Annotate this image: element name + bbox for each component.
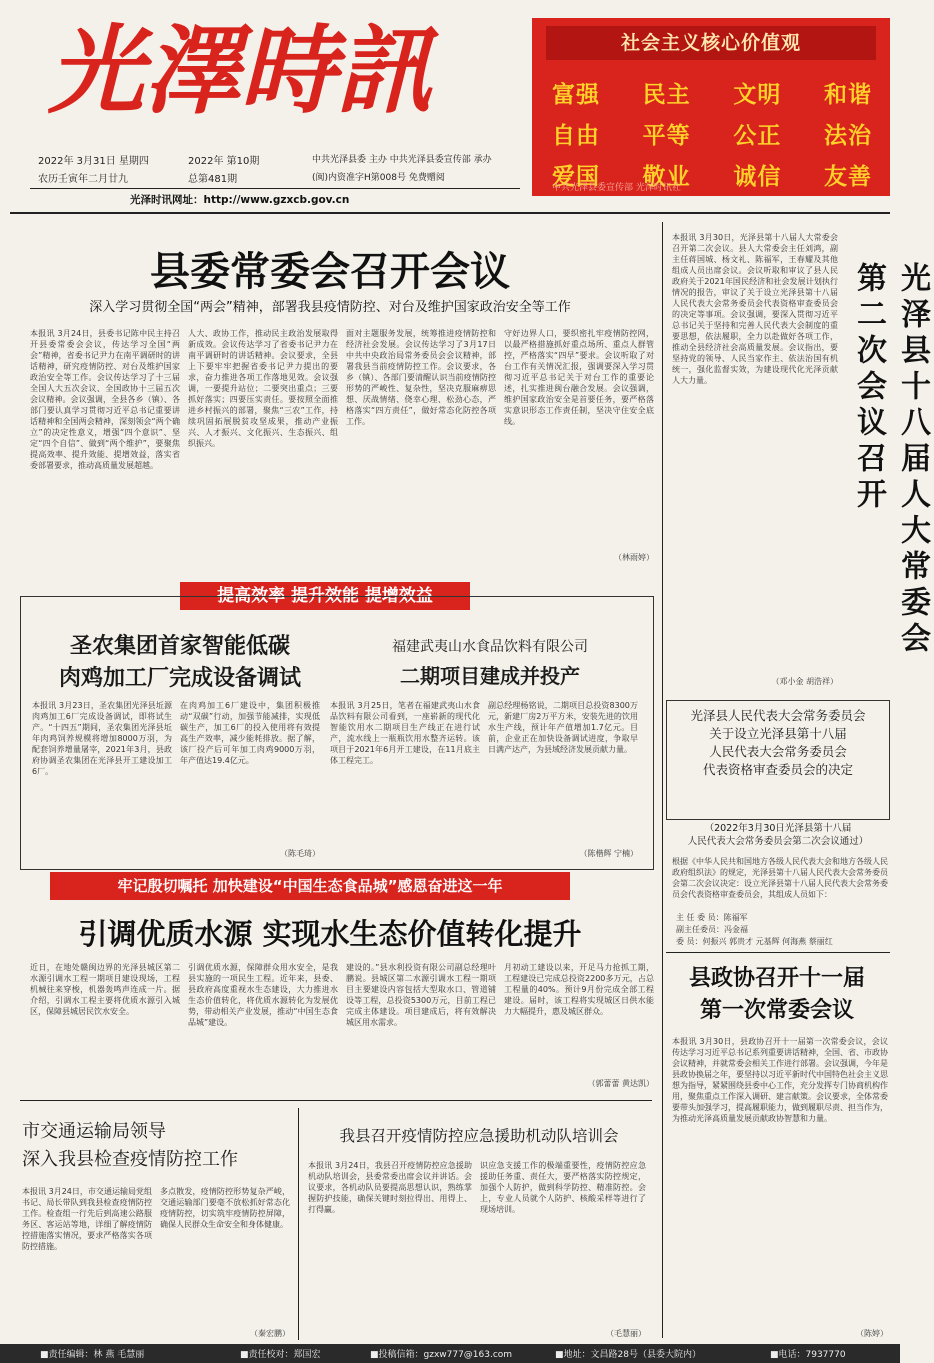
efficiency-banner: 提高效率 提升效能 提增效益 xyxy=(180,582,470,610)
cppcc-byline: （陈婷） xyxy=(856,1329,888,1338)
lead-subhead: 深入学习贯彻全国“两会”精神，部署我县疫情防控、对台及维护国家政治安全等工作 xyxy=(89,300,571,315)
transport-headline-line1: 市交通运输局领导 xyxy=(22,1121,166,1142)
quality-water-body-col2: 引调优质水源，保障群众用水安全，是我县实施的一项民生工程。近年来，县委、县政府高度重视水生态建设，大力推进水生态价值转化，将优质水源转化为发展优势，带动相关产业发展，推动“中国生态食品城”建设。 xyxy=(188,963,338,1027)
core-value: 民主 xyxy=(642,82,691,108)
core-value: 法治 xyxy=(823,123,872,149)
footer-editor: ■责任编辑：林 燕 毛慧丽 xyxy=(40,1350,145,1360)
lead-body-col3: 面对主题服务发展，统筹推进疫情防控和经济社会发展。会议传达学习了3月17日中共中央政治局常务委员会会议精神，部署我县当前疫情防控工作。会议要求，各乡（镇）、各部门要清醒认识当前疫情防控形势的严峻性、复杂性，坚决克服麻痹思想、厌战情绪、侥幸心理、松劲心态，严格落实“四方责任”，做好常态化防控各项工作。 xyxy=(346,329,496,426)
npc-body: 本报讯 3月30日，光泽县第十八届人大常委会召开第二次会议。县人大常委会主任刘鸿，副主任蒋国城、杨文礼、陈福军，王春耀及其他组成人员出席会议。会议听取和审议了县人民政府关于2021年国民经济和社会发展计划执行情况的报告，审议了关于设立光泽县第十八届人民代表大会常务委员会代表资格审查委员会的决定等事项。会议强调，要深入贯彻习近平总书记关于坚持和完善人民代表大会制度的重要思想，依法履职，全力以赴做好各项工作，推动全县经济社会高质量发展。会议指出，要坚持党的领导、人民当家作主、依法治国有机统一，强化监督实效，为建设现代化光泽贡献人大力量。 xyxy=(672,233,838,385)
core-value: 富强 xyxy=(552,82,600,108)
decision-title-line4: 代表资格审查委员会的决定 xyxy=(702,762,853,777)
core-value: 公正 xyxy=(733,123,782,149)
chicken-body-col1: 本报讯 3月23日，圣农集团光泽县坵源肉鸡加工6厂完成设备调试，即将试生产。“十四五”期间，圣农集团光泽县坵年肉鸡饲养规模将增加8000万羽，为配套饲养增量屠宰，2021年3月，县政府协调圣农集团在光泽县开工建设加工6厂。 xyxy=(32,701,172,776)
lead-body-col4: 守好边界人口，要织密扎牢疫情防控网，以最严格措施抓好重点场所、重点人群管控，严格落实“四早”要求。会议听取了对台工作有关情况汇报，强调要深入学习贯彻习近平总书记关于对台工作的重要论述，扎实推进闽台融合发展。会议强调，维护国家政治安全是首要任务，要严格落实意识形态工作责任制，坚决守住安全底线。 xyxy=(504,329,654,426)
chicken-headline-line1: 圣农集团首家智能低碳 xyxy=(69,633,290,659)
lead-headline: 县委常委会召开会议 xyxy=(150,248,510,295)
decision-title-line3: 人民代表大会常务委员会 xyxy=(709,744,847,759)
npc-byline: （邓小金 胡浩祥） xyxy=(771,677,838,686)
permit: (闽)内资准字H第008号 免费赠阅 xyxy=(312,173,445,183)
core-values-box xyxy=(532,18,890,196)
footer-address: ■地址：文昌路28号（县委大院内） xyxy=(555,1350,701,1360)
water-body-col1: 本报讯 3月25日，笔者在福建武夷山水食品饮料有限公司看到，一座崭新的现代化智能饮用水二期项目生产线正在进行试产，流水线上一瓶瓶饮用水整齐运转。该项目于2021年6月开工建设，在11月底主体工程完工。 xyxy=(330,701,480,765)
core-value: 敬业 xyxy=(642,164,691,190)
decision-date-line2: 人民代表大会常务委员会第二次会议通过） xyxy=(687,836,869,847)
core-values-row xyxy=(552,76,872,109)
sponsor: 中共光泽县委 主办 中共光泽县委宣传部 承办 xyxy=(312,155,492,165)
decision-title-line1: 光泽县人民代表大会常务委员会 xyxy=(690,708,866,723)
footer-email: ■投稿信箱：gzxw777@163.com xyxy=(370,1350,513,1360)
decision-body: 根据《中华人民共和国地方各级人民代表大会和地方各级人民政府组织法》的规定，光泽县第十八届人民代表大会常务委员会第二次会议决定：设立光泽县第十八届人民代表大会常务委员会代表资格审查委员会，其组成人员如下： xyxy=(672,857,888,899)
core-values-row xyxy=(552,117,872,150)
core-value: 爱国 xyxy=(552,164,600,190)
masthead-logo xyxy=(48,12,478,127)
core-value: 友善 xyxy=(823,164,872,190)
decision-title-box xyxy=(666,700,890,820)
cppcc-headline-line2: 第一次常委会议 xyxy=(699,997,854,1023)
total-issue: 总第481期 xyxy=(188,174,238,185)
water-company: 福建武夷山水食品饮料有限公司 xyxy=(392,639,588,655)
decision-roster-3: 委 员：何振兴 郭贵才 元基辉 何海燕 蔡丽红 xyxy=(676,937,833,946)
water-body-col2: 副总经理杨铭说，二期项目总投资8300万元，新建厂房2万平方米，安装先进的饮用水生产线，预计年产值增加1.7亿元。目前，企业正在加快设备调试进度，争取早日满产达产，为县域经济发展贡献力量。 xyxy=(488,701,638,754)
transport-body-col2: 多点散发，疫情防控形势复杂严峻，交通运输部门要毫不放松抓好常态化疫情防控，切实筑牢疫情防控屏障，确保人民群众生命安全和身体健康。 xyxy=(160,1187,290,1229)
quality-water-byline: （郭蕾蕾 黄达凯） xyxy=(587,1079,654,1088)
chicken-headline xyxy=(30,630,330,694)
core-value: 诚信 xyxy=(733,164,782,190)
core-value: 和谐 xyxy=(823,82,872,108)
quality-water-body-col4: 月初动工建设以来，开足马力抢抓工期，工程建设已完成总投资2200多万元，占总工程量的40%。预计9月份完成全部工程建设。届时，该工程将实现城区日供水能力大幅提升，惠及城区群众。 xyxy=(504,963,654,1016)
training-body-col2: 识应急支援工作的极端重要性，疫情防控应急援助任务重、责任大，要严格落实防控规定，加强个人防护，做到科学防控、精准防控。会上，专业人员就个人防护、核酸采样等进行了现场培训。 xyxy=(480,1161,646,1214)
training-byline: （毛慧丽） xyxy=(606,1329,646,1338)
cppcc-headline xyxy=(666,962,888,1026)
core-value: 自由 xyxy=(552,123,600,149)
quality-water-body-col1: 近日，在地处赣闽边界的光泽县城区第二水源引调水工程一期项目建设现场，工程机械往来穿梭，机器轰鸣声连成一片。据介绍，引调水工程主要将优质水源引入城区，保障县城居民饮水安全。 xyxy=(30,963,180,1016)
quality-water-body-col3: 建设的。”县水利投资有限公司副总经理叶鹏说。县城区第二水源引调水工程一期项目主要建设内容包括大型取水口、管道铺设等工程，总投资5300万元，目前工程已完成主体建设。项目建成后，将有效解决城区用水需求。 xyxy=(346,963,496,1027)
cppcc-body: 本报讯 3月30日，县政协召开十一届第一次常委会议，会议传达学习习近平总书记系列重要讲话精神，全国、省、市政协会议精神，并就常委会相关工作进行部署。会议强调，今年是县政协换届之年，要坚持以习近平新时代中国特色社会主义思想为指导，紧紧围绕县委中心工作，充分发挥专门协商机构作用，聚焦重点工作深入调研、建言献策。会议要求，全体常委要带头加强学习，提高履职能力，做到履职尽责、担当作为，为推动光泽高质量发展贡献政协智慧和力量。 xyxy=(672,1037,888,1123)
core-value: 平等 xyxy=(642,123,691,149)
core-values-foot: 中共光泽县委宣传部 光泽时讯社 xyxy=(552,183,681,193)
decision-title-line2: 关于设立光泽县第十八届 xyxy=(709,726,847,741)
footer-phone: ■电话：7937770 xyxy=(770,1350,846,1360)
npc-vertical-title: 光泽县十八届人大常委会第二次会议召开 xyxy=(851,262,930,658)
decision-date-line1: （2022年3月30日光泽县第十八届 xyxy=(704,823,852,834)
footer-proof: ■责任校对：郑国宏 xyxy=(240,1350,321,1360)
decision-roster xyxy=(676,912,888,948)
quality-water-headline: 引调优质水源 实现水生态价值转化提升 xyxy=(78,917,582,951)
issue-number: 2022年 第10期 xyxy=(188,156,260,167)
footer-bar xyxy=(0,1344,900,1363)
water-byline: （陈楷辉 宁楠） xyxy=(579,849,638,858)
lead-body-col1: 本报讯 3月24日，县委书记陈中民主持召开县委常委会会议，传达学习全国“两会”精神，省委书记尹力在南平调研时的讲话精神，研究疫情防控、对台及维护国家政治安全等工作。会议传达学习了十三届全国人大五次会议、全国政协十三届五次会议精神。会议强调，全县各乡（镇）、各部门要认真学习贯彻习近平总书记重要讲话精神和全国两会精神，深刻领会“两个确立”的决定性意义，增强“四个意识”、坚定“四个自信”、做到“两个维护”，要聚焦提高效率、提升效能、提增效益，落实省委部署要求，推动高质量发展超越。 xyxy=(30,329,180,470)
core-value: 文明 xyxy=(733,82,782,108)
chicken-headline-line2: 肉鸡加工厂完成设备调试 xyxy=(58,665,301,691)
core-values-title: 社会主义核心价值观 xyxy=(546,26,876,60)
decision-roster-1: 主 任 委 员：陈福军 xyxy=(676,913,748,922)
transport-headline-line2: 深入我县检查疫情防控工作 xyxy=(22,1149,238,1170)
website-url: 光泽时讯网址：http://www.gzxcb.gov.cn xyxy=(130,194,350,206)
transport-byline: （秦宏鹏） xyxy=(250,1329,290,1338)
masthead-title: 光澤時訊 xyxy=(48,14,432,127)
training-body-col1: 本报讯 3月24日，我县召开疫情防控应急援助机动队培训会，县委常委出席会议并讲话。会议要求，各机动队员要提高思想认识，熟练掌握防护技能，确保关键时刻拉得出、用得上、打得赢。 xyxy=(308,1161,472,1214)
water-headline: 二期项目建成并投产 xyxy=(400,664,580,688)
lead-body-col2: 人大、政协工作，推动民主政治发展取得新成效。会议传达学习了省委书记尹力在南平调研时的讲话精神。会议要求，全县上下要牢牢把握省委书记尹力提出的要求，奋力推进各项工作落地见效。会议强调，一要提升站位；二要突出重点；三要抓好落实；四要压实责任。要按照全面推进乡村振兴的部署，聚焦“三农”工作，持续巩固拓展脱贫攻坚成果，推动产业振兴、人才振兴、文化振兴、生态振兴、组织振兴。 xyxy=(188,329,338,448)
chicken-byline: （陈毛琦） xyxy=(280,849,320,858)
transport-headline xyxy=(22,1118,292,1174)
cppcc-headline-line1: 县政协召开十一届 xyxy=(688,965,865,991)
website-bar xyxy=(0,190,520,208)
training-headline: 我县召开疫情防控应急援助机动队培训会 xyxy=(339,1127,619,1145)
issue-date: 2022年 3月31日 星期四 xyxy=(38,156,149,167)
transport-body-col1: 本报讯 3月24日，市交通运输局党组书记、局长带队到我县检查疫情防控工作。检查组一行先后到高速公路服务区、客运站等地，详细了解疫情防控措施落实情况，要求严格落实各项防控措施。 xyxy=(22,1187,152,1251)
decision-date-note xyxy=(666,822,890,848)
lead-byline: （林雨婷） xyxy=(614,553,654,562)
chicken-body-col2: 在肉鸡加工6厂建设中，集团积极推动“双碳”行动，加强节能减排，实现低碳生产，加工6厂的投入使用将有效提高生产效率，减少能耗排放。据了解，该厂投产后可年加工肉鸡9000万羽，年产值达19.4亿元。 xyxy=(180,701,320,765)
lunar-date: 农历壬寅年二月廿九 xyxy=(38,174,128,185)
eco-food-banner: 牢记殷切嘱托 加快建设“中国生态食品城”感恩奋进这一年 xyxy=(50,872,570,900)
decision-roster-2: 副主任委员：冯金福 xyxy=(676,925,748,934)
